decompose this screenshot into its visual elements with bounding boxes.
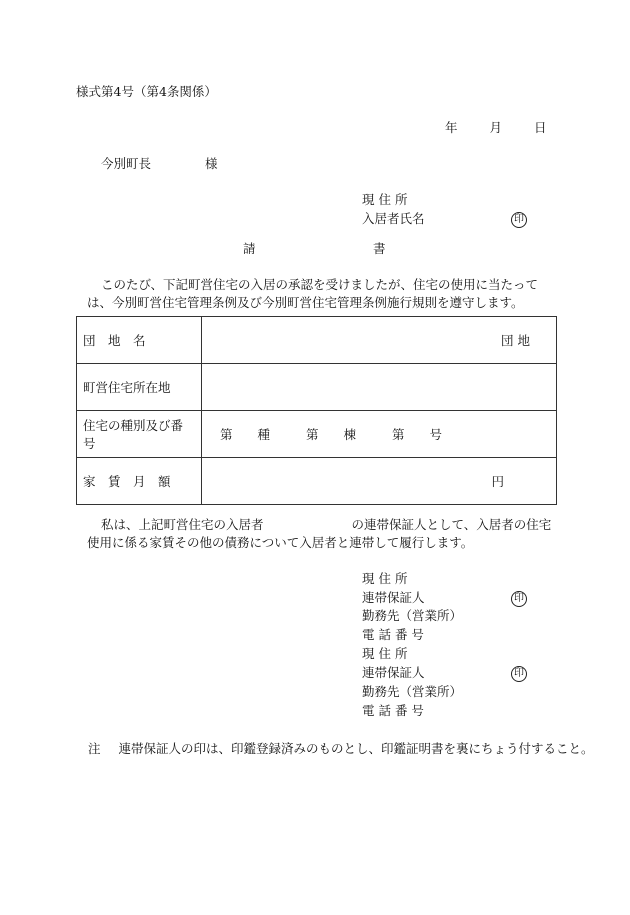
note-line: [88, 741, 594, 757]
table-row: [77, 458, 557, 505]
table-label: 団 地 名: [77, 317, 202, 364]
note-text: 連帯保証人の印は、印鑑登録済みのものとし、印鑑証明書を裏にちょう付すること。: [118, 741, 594, 756]
title-left: 請: [243, 241, 256, 256]
table-label: 家 賃 月 額: [77, 458, 202, 505]
guarantor2-address-label: 現 住 所: [362, 646, 408, 661]
guarantor1-name-label: 連帯保証人: [362, 590, 425, 605]
table-row: [77, 317, 557, 364]
table-row: [77, 364, 557, 411]
guarantor1-workplace-label: 勤務先（営業所）: [362, 608, 463, 623]
housing-table: [76, 316, 557, 505]
building-number: 第 棟: [305, 427, 356, 442]
intro-paragraph: このたび、下記町営住宅の入居の承認を受けましたが、住宅の使用に当たっては、今別町営住宅管理条例及び今別町営住宅管理条例施行規則を遵守します。: [87, 277, 539, 310]
table-value: 円: [202, 458, 557, 505]
guarantor2-workplace-label: 勤務先（営業所）: [362, 684, 463, 699]
applicant-address-label: 現 住 所: [362, 192, 408, 207]
guarantor-paragraph: [87, 516, 557, 552]
guarantor2-phone-label: 電 話 番 号: [362, 703, 424, 718]
table-value: 団 地: [202, 317, 557, 364]
seal-mark: 印: [511, 591, 527, 607]
table-value: [202, 411, 557, 458]
note-label: 注: [88, 741, 101, 756]
date-month-label: 月: [489, 120, 502, 135]
table-label: 町営住宅所在地: [77, 364, 202, 411]
guarantor1-address-label: 現 住 所: [362, 571, 408, 586]
room-number: 第 号: [391, 427, 442, 442]
guarantor2-name-label: 連帯保証人: [362, 665, 425, 680]
addressee-name: 今別町長: [101, 156, 152, 171]
type-number: 第 種: [220, 427, 271, 442]
guarantor2-seal: [511, 664, 527, 682]
seal-mark: 印: [511, 666, 527, 682]
applicant-name-label: 入居者氏名: [362, 211, 425, 226]
guarantor-text-part2: の連帯保証人として、入居者の住宅使用に係る家賃その他の債務について入居者と連帯して履行します。: [87, 517, 552, 550]
applicant-seal: [511, 210, 527, 228]
form-number: 様式第4号（第4条関係）: [76, 84, 217, 99]
guarantor-text-part1: 私は、上記町営住宅の入居者: [101, 517, 264, 532]
date-year-label: 年: [445, 120, 458, 135]
guarantor1-seal: [511, 589, 527, 607]
addressee: [101, 156, 218, 172]
table-label: 住宅の種別及び番号: [77, 411, 202, 458]
date-day-label: 日: [533, 120, 547, 135]
table-row: [77, 411, 557, 458]
date-line: [445, 120, 546, 136]
addressee-honorific: 様: [204, 156, 218, 171]
seal-mark: 印: [511, 212, 527, 228]
table-value: [202, 364, 557, 411]
guarantor1-phone-label: 電 話 番 号: [362, 627, 424, 642]
title-right: 書: [373, 241, 386, 256]
